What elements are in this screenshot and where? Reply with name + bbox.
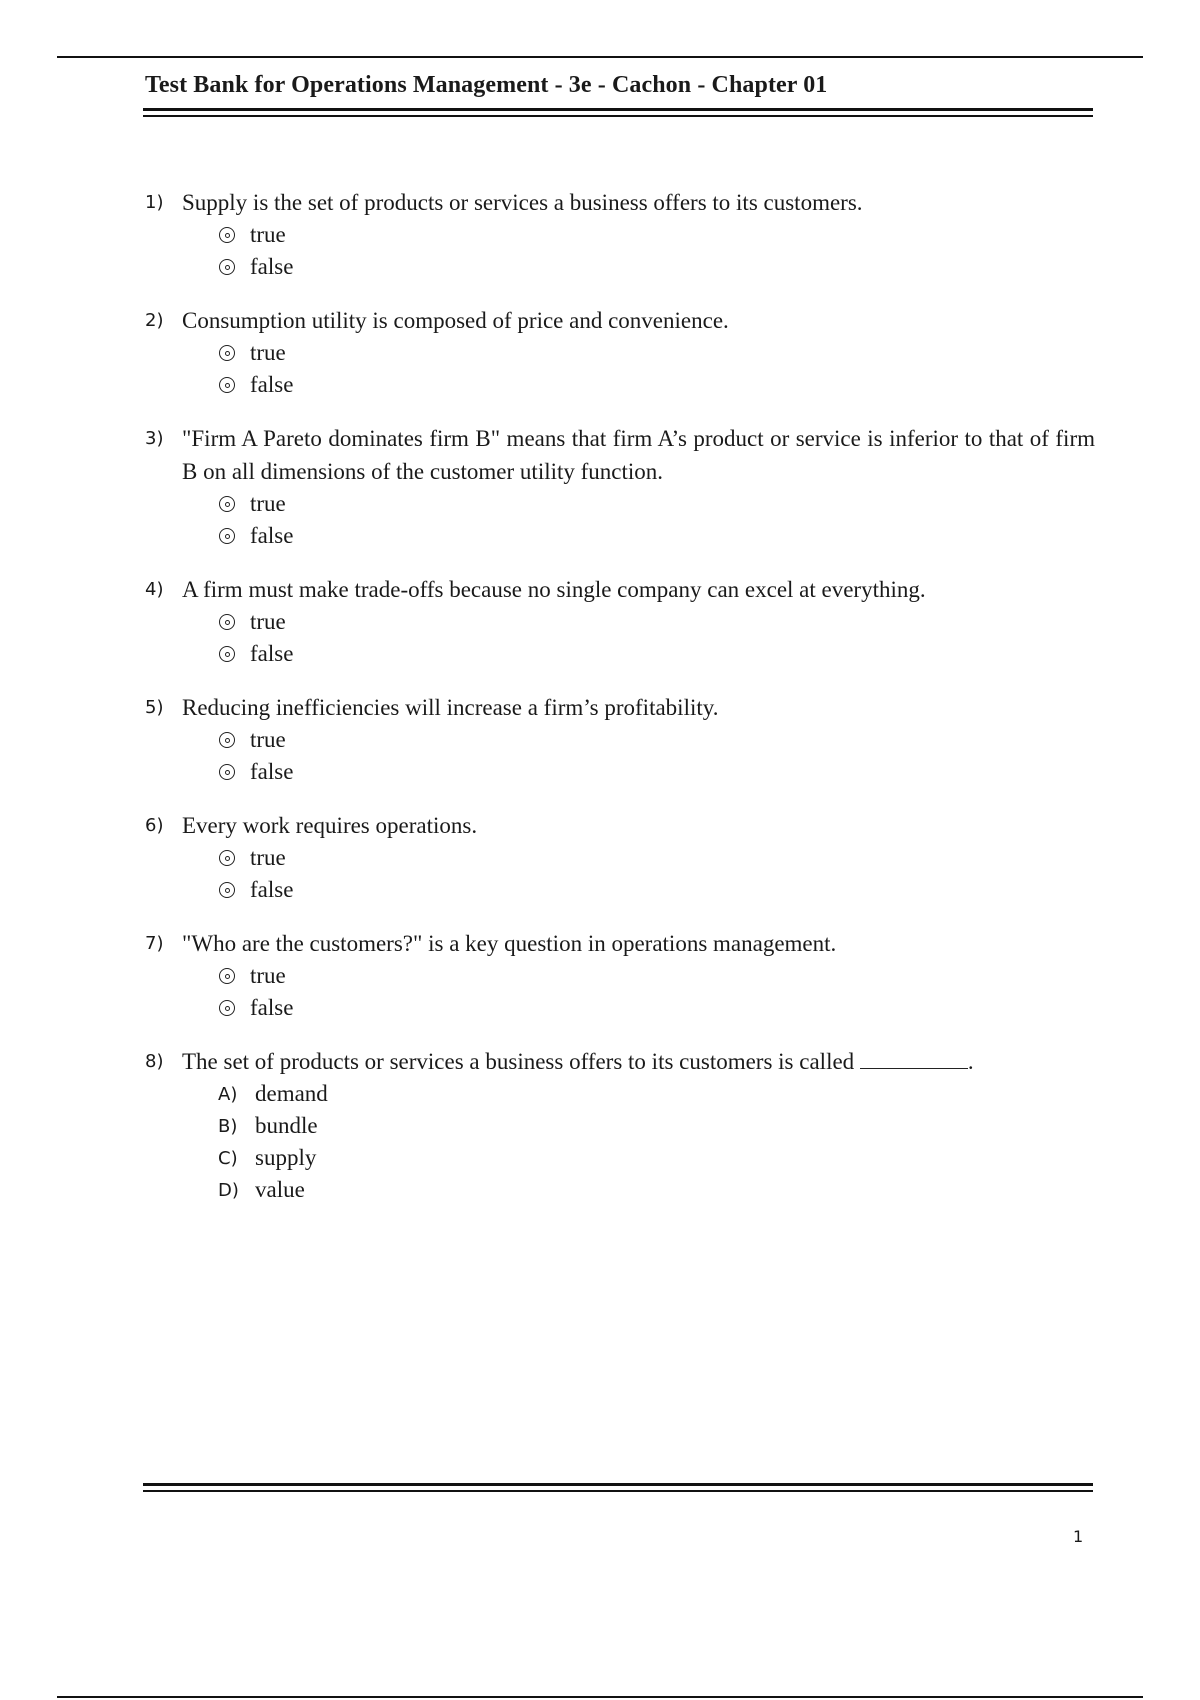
- option-label: true: [250, 963, 286, 988]
- answer-blank: [860, 1048, 968, 1069]
- option-label: true: [250, 609, 286, 634]
- bottom-page-rule: [57, 1696, 1143, 1698]
- option-label: true: [250, 340, 286, 365]
- choice-letter: A): [218, 1083, 238, 1105]
- footer-double-rule: [143, 1483, 1093, 1492]
- question-1: [145, 186, 1095, 283]
- option-label: false: [250, 372, 294, 397]
- question-4: [145, 573, 1095, 670]
- option-label: false: [250, 759, 294, 784]
- choice-letter: D): [218, 1179, 239, 1201]
- choice-a[interactable]: [218, 1078, 1095, 1110]
- question-text: "Firm A Pareto dominates firm B" means that firm A’s product or service is inferior to that of firm B on all dimensions of the customer utility function.: [182, 426, 1095, 484]
- option-label: false: [250, 995, 294, 1020]
- radio-button-icon[interactable]: [219, 1000, 235, 1016]
- option-label: true: [250, 845, 286, 870]
- choice-b[interactable]: [218, 1110, 1095, 1142]
- option-true[interactable]: [218, 488, 1095, 520]
- question-text: Supply is the set of products or services a business offers to its customers.: [182, 190, 863, 215]
- question-6: [145, 809, 1095, 906]
- option-false[interactable]: [218, 874, 1095, 906]
- question-list: [145, 186, 1095, 1227]
- choice-text: supply: [255, 1145, 317, 1170]
- question-text: [182, 1045, 1095, 1078]
- question-text: A firm must make trade-offs because no single company can excel at everything.: [182, 577, 926, 602]
- option-label: false: [250, 523, 294, 548]
- option-label: false: [250, 877, 294, 902]
- option-false[interactable]: [218, 251, 1095, 283]
- option-false[interactable]: [218, 369, 1095, 401]
- top-page-rule: [57, 56, 1143, 58]
- radio-button-icon[interactable]: [219, 850, 235, 866]
- choice-d[interactable]: [218, 1174, 1095, 1206]
- question-text: Every work requires operations.: [182, 813, 478, 838]
- question-text: "Who are the customers?" is a key question in operations management.: [182, 931, 837, 956]
- radio-button-icon[interactable]: [219, 259, 235, 275]
- radio-button-icon[interactable]: [219, 496, 235, 512]
- question-number: 8): [145, 1051, 164, 1072]
- question-text: Reducing inefficiencies will increase a firm’s profitability.: [182, 695, 719, 720]
- question-number: 5): [145, 697, 164, 718]
- radio-button-icon[interactable]: [219, 646, 235, 662]
- option-label: false: [250, 254, 294, 279]
- choice-letter: B): [218, 1115, 238, 1137]
- question-2: [145, 304, 1095, 401]
- question-number: 3): [145, 428, 164, 449]
- question-text-before-blank: The set of products or services a business offers to its customers is called: [182, 1049, 855, 1074]
- question-5: [145, 691, 1095, 788]
- page-number: 1: [1073, 1527, 1084, 1546]
- option-true[interactable]: [218, 606, 1095, 638]
- choice-text: value: [255, 1177, 305, 1202]
- radio-button-icon[interactable]: [219, 732, 235, 748]
- radio-button-icon[interactable]: [219, 528, 235, 544]
- choice-letter: C): [218, 1147, 238, 1169]
- option-false[interactable]: [218, 756, 1095, 788]
- question-7: [145, 927, 1095, 1024]
- radio-button-icon[interactable]: [219, 968, 235, 984]
- radio-button-icon[interactable]: [219, 614, 235, 630]
- option-true[interactable]: [218, 337, 1095, 369]
- choice-text: demand: [255, 1081, 328, 1106]
- radio-button-icon[interactable]: [219, 882, 235, 898]
- radio-button-icon[interactable]: [219, 345, 235, 361]
- question-number: 2): [145, 310, 164, 331]
- option-false[interactable]: [218, 992, 1095, 1024]
- question-number: 7): [145, 933, 164, 954]
- option-false[interactable]: [218, 638, 1095, 670]
- option-true[interactable]: [218, 219, 1095, 251]
- option-label: false: [250, 641, 294, 666]
- radio-button-icon[interactable]: [219, 764, 235, 780]
- choice-c[interactable]: [218, 1142, 1095, 1174]
- option-true[interactable]: [218, 842, 1095, 874]
- header-double-rule: [143, 108, 1093, 117]
- option-label: true: [250, 222, 286, 247]
- page-title: Test Bank for Operations Management - 3e - Cachon - Chapter 01: [145, 72, 828, 98]
- question-number: 4): [145, 579, 164, 600]
- option-label: true: [250, 491, 286, 516]
- question-text: Consumption utility is composed of price and convenience.: [182, 308, 729, 333]
- option-label: true: [250, 727, 286, 752]
- question-number: 6): [145, 815, 164, 836]
- option-true[interactable]: [218, 960, 1095, 992]
- option-true[interactable]: [218, 724, 1095, 756]
- question-8: [145, 1045, 1095, 1206]
- question-3: [145, 422, 1095, 552]
- question-number: 1): [145, 192, 164, 213]
- choice-text: bundle: [255, 1113, 318, 1138]
- question-text-after-blank: .: [967, 1049, 974, 1074]
- radio-button-icon[interactable]: [219, 377, 235, 393]
- radio-button-icon[interactable]: [219, 227, 235, 243]
- option-false[interactable]: [218, 520, 1095, 552]
